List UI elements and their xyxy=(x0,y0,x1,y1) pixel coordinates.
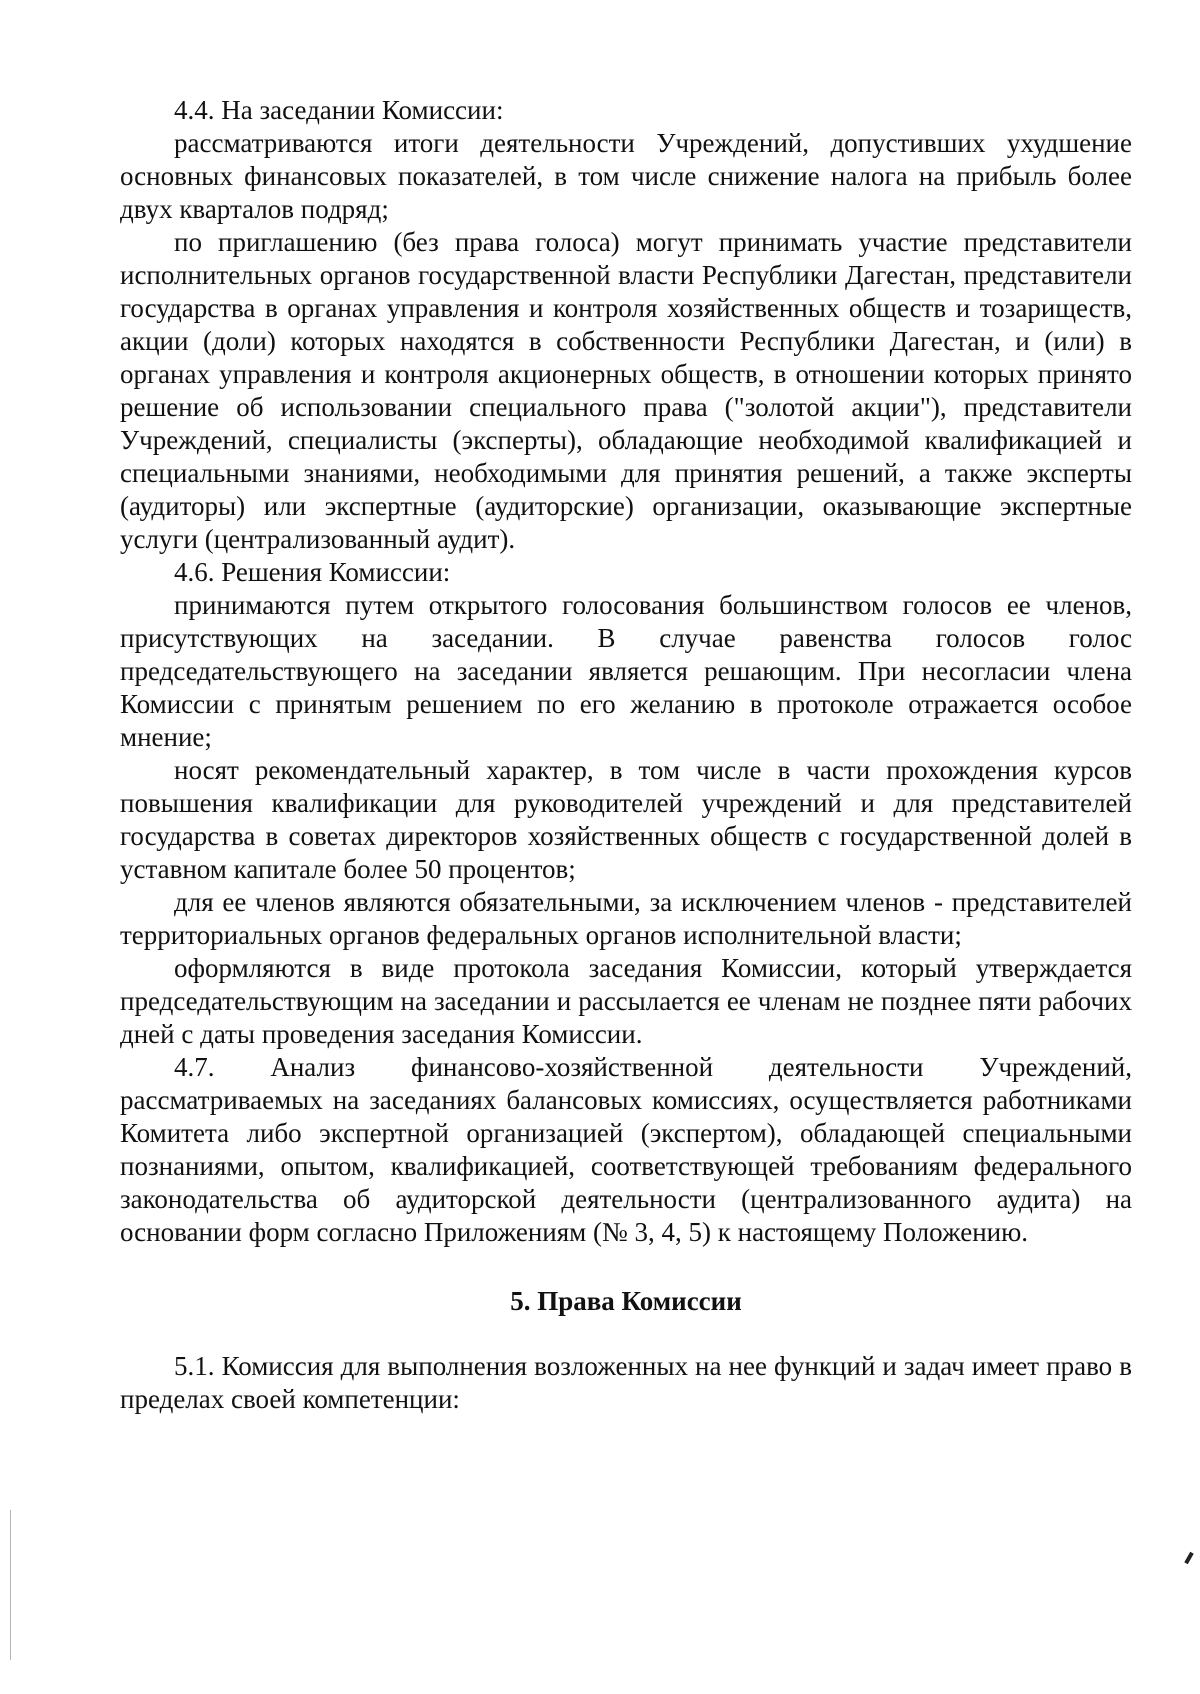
paragraph-4-6-item-3: для ее членов являются обязательными, за исключением членов - представителей территориальных органов федеральных органов исполнительной власти; xyxy=(120,887,1132,950)
paragraph-4-6-item-4: оформляются в виде протокола заседания Комиссии, который утверждается председательствующим на заседании и рассылается ее членам не позднее пяти рабочих дней с даты проведения заседания Комиссии. xyxy=(120,953,1132,1049)
paragraph-4-7: 4.7. Анализ финансово-хозяйственной деятельности Учреждений, рассматриваемых на заседаниях балансовых комиссиях, осуществляется работниками Комитета либо экспертной организацией (экспертом), обладающей специальными познаниями, опытом, квалификацией, соответствующей требованиям федерального законодательства об аудиторской деятельности (централизованного аудита) на основании форм согласно Приложениям (№ 3, 4, 5) к настоящему Положению. xyxy=(120,1052,1132,1247)
document-body xyxy=(120,94,1132,1416)
scan-edge-mark xyxy=(10,1510,11,1660)
paragraph-4-6-title: 4.6. Решения Комиссии: xyxy=(174,557,451,587)
paragraph-4-6-item-1: принимаются путем открытого голосования большинством голосов ее членов, присутствующих на заседании. В случае равенства голосов голос председательствующего на заседании является решающим. При несогласии члена Комиссии с принятым решением по его желанию в протоколе отражается особое мнение; xyxy=(120,590,1132,752)
paragraph-4-4-item-1: рассматриваются итоги деятельности Учреждений, допустивших ухудшение основных финансовых показателей, в том числе снижение налога на прибыль более двух кварталов подряд; xyxy=(120,128,1132,224)
paragraph-4-6-item-2: носят рекомендательный характер, в том числе в части прохождения курсов повышения квалификации для руководителей учреждений и для представителей государства в советах директоров хозяйственных обществ с государственной долей в уставном капитале более 50 процентов; xyxy=(120,755,1132,884)
section-heading: 5. Права Комиссии xyxy=(510,1286,742,1316)
paragraph-5-1: 5.1. Комиссия для выполнения возложенных на нее функций и задач имеет право в пределах своей компетенции: xyxy=(120,1351,1132,1414)
paragraph-4-4-title: 4.4. На заседании Комиссии: xyxy=(174,95,504,125)
scan-speck xyxy=(1184,1552,1193,1564)
paragraph-4-4-item-2: по приглашению (без права голоса) могут принимать участие представители исполнительных органов государственной власти Республики Дагестан, представители государства в органах управления и контроля хозяйственных обществ и тозариществ, акции (доли) которых находятся в собственности Республики Дагестан, и (или) в органах управления и контроля акционерных обществ, в отношении которых принято решение об использовании специального права ("золотой акции"), представители Учреждений, специалисты (эксперты), обладающие необходимой квалификацией и специальными знаниями, необходимыми для принятия решений, а также эксперты (аудиторы) или экспертные (аудиторские) организации, оказывающие экспертные услуги (централизованный аудит). xyxy=(120,227,1132,554)
